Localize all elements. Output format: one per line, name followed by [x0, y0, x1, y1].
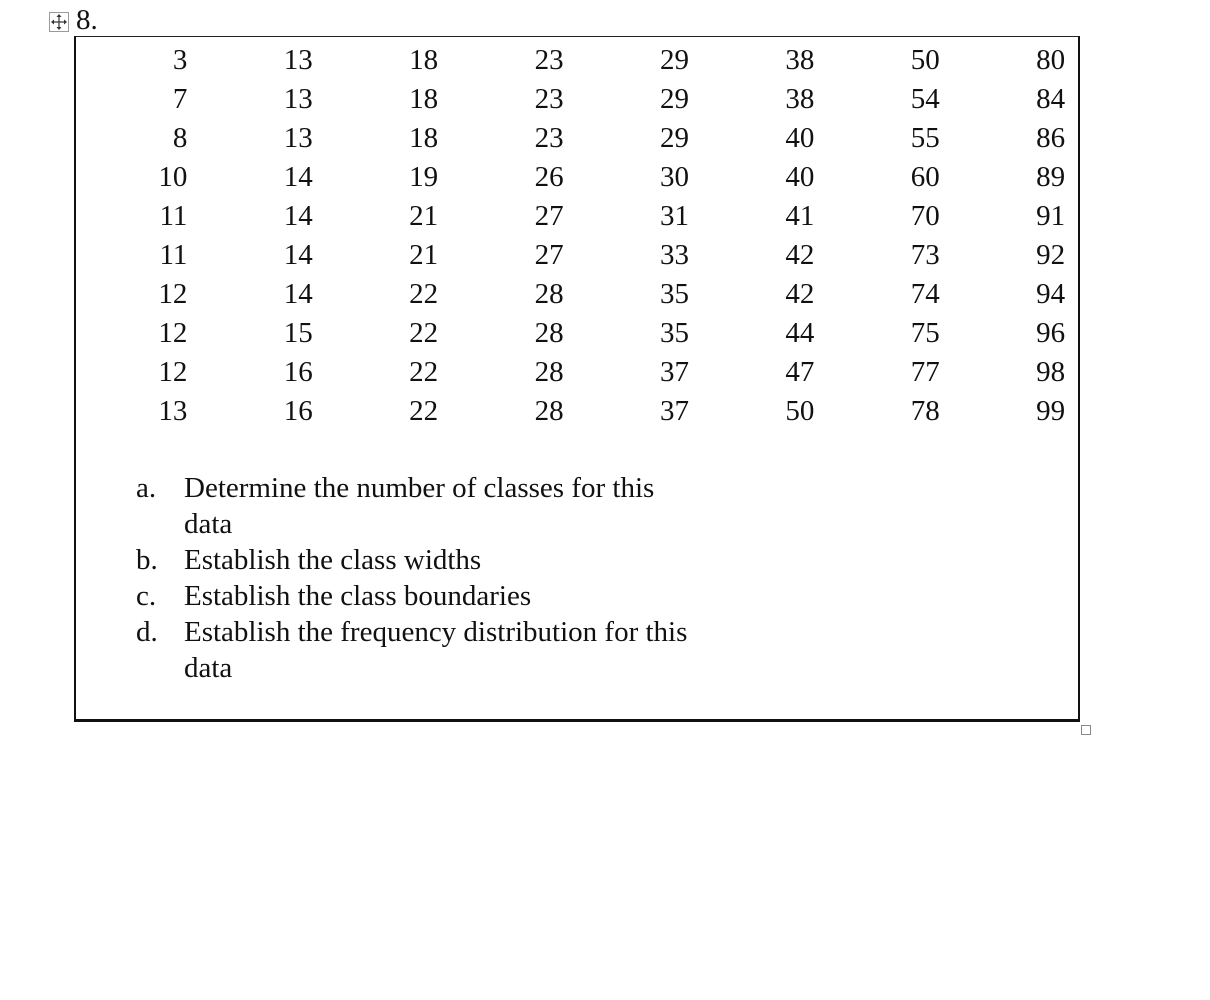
table-cell: 23 — [534, 43, 564, 76]
table-cell: 35 — [659, 277, 689, 310]
table-cell: 21 — [409, 238, 439, 271]
table-cell: 8 — [172, 121, 188, 154]
table-cell: 22 — [409, 394, 439, 427]
table-cell: 50 — [910, 43, 940, 76]
table-cell: 27 — [534, 238, 564, 271]
question-item — [136, 470, 696, 542]
table-cell: 22 — [409, 277, 439, 310]
table-cell: 23 — [534, 82, 564, 115]
table-cell: 55 — [910, 121, 940, 154]
table-cell: 28 — [534, 355, 564, 388]
question-text: Establish the frequency distribution for this data — [184, 616, 688, 684]
question-text: Determine the number of classes for this data — [184, 472, 655, 540]
table-cell: 14 — [283, 277, 313, 310]
table-cell: 15 — [283, 316, 313, 349]
question-marker: a. — [136, 472, 157, 504]
table-cell: 28 — [534, 316, 564, 349]
question-item — [136, 578, 696, 614]
table-cell: 44 — [785, 316, 815, 349]
table-cell: 29 — [659, 82, 689, 115]
question-list — [136, 470, 696, 686]
table-cell: 33 — [659, 238, 689, 271]
table-cell: 54 — [910, 82, 940, 115]
table-cell: 12 — [158, 316, 188, 349]
table-row — [74, 196, 1077, 235]
table-cell: 77 — [910, 355, 940, 388]
move-arrows-icon — [50, 13, 68, 31]
table-row — [74, 157, 1077, 196]
table-cell: 41 — [785, 199, 815, 232]
table-cell: 42 — [785, 238, 815, 271]
table-cell: 38 — [785, 43, 815, 76]
table-cell: 40 — [785, 160, 815, 193]
table-move-handle[interactable] — [49, 12, 69, 32]
question-item — [136, 542, 696, 578]
question-marker: c. — [136, 580, 157, 612]
table-cell: 27 — [534, 199, 564, 232]
table-cell: 86 — [1036, 121, 1066, 154]
table-cell: 74 — [910, 277, 940, 310]
table-cell: 13 — [283, 43, 313, 76]
table-cell: 13 — [283, 82, 313, 115]
table-cell: 60 — [910, 160, 940, 193]
table-cell: 37 — [659, 394, 689, 427]
table-cell: 22 — [409, 355, 439, 388]
table-cell: 47 — [785, 355, 815, 388]
table-row — [74, 352, 1077, 391]
table-cell: 12 — [158, 355, 188, 388]
question-text: Establish the class boundaries — [184, 580, 532, 612]
table-cell: 26 — [534, 160, 564, 193]
table-cell: 18 — [409, 43, 439, 76]
table-row — [74, 40, 1077, 79]
table-row — [74, 79, 1077, 118]
table-cell: 11 — [159, 199, 188, 232]
table-cell: 70 — [910, 199, 940, 232]
table-cell: 94 — [1036, 277, 1066, 310]
table-cell: 80 — [1036, 43, 1066, 76]
table-row — [74, 391, 1077, 430]
table-cell: 14 — [283, 160, 313, 193]
table-cell: 13 — [158, 394, 188, 427]
table-cell: 35 — [659, 316, 689, 349]
question-text: Establish the class widths — [184, 544, 482, 576]
table-row — [74, 235, 1077, 274]
table-cell: 89 — [1036, 160, 1066, 193]
table-cell: 78 — [910, 394, 940, 427]
table-cell: 18 — [409, 121, 439, 154]
table-cell: 14 — [283, 238, 313, 271]
table-cell: 40 — [785, 121, 815, 154]
table-cell: 96 — [1036, 316, 1066, 349]
table-row — [74, 274, 1077, 313]
table-cell: 16 — [283, 355, 313, 388]
table-cell: 91 — [1036, 199, 1066, 232]
question-number: 8. — [76, 4, 98, 36]
table-cell: 14 — [283, 199, 313, 232]
table-row — [74, 118, 1077, 157]
table-cell: 29 — [659, 121, 689, 154]
table-cell: 31 — [659, 199, 689, 232]
table-cell: 29 — [659, 43, 689, 76]
table-resize-handle[interactable] — [1081, 725, 1091, 735]
table-cell: 92 — [1036, 238, 1066, 271]
table-cell: 19 — [409, 160, 439, 193]
table-cell: 38 — [785, 82, 815, 115]
table-cell: 73 — [910, 238, 940, 271]
data-table — [74, 40, 1077, 430]
table-cell: 16 — [283, 394, 313, 427]
table-cell: 23 — [534, 121, 564, 154]
table-cell: 10 — [158, 160, 188, 193]
table-cell: 30 — [659, 160, 689, 193]
table-cell: 3 — [172, 43, 188, 76]
table-cell: 50 — [785, 394, 815, 427]
table-cell: 12 — [158, 277, 188, 310]
question-marker: d. — [136, 616, 158, 648]
table-cell: 18 — [409, 82, 439, 115]
table-cell: 99 — [1036, 394, 1066, 427]
table-cell: 28 — [534, 394, 564, 427]
table-cell: 37 — [659, 355, 689, 388]
table-cell: 13 — [283, 121, 313, 154]
table-cell: 98 — [1036, 355, 1066, 388]
table-cell: 84 — [1036, 82, 1066, 115]
table-cell: 7 — [172, 82, 188, 115]
table-cell: 11 — [159, 238, 188, 271]
table-cell: 21 — [409, 199, 439, 232]
question-marker: b. — [136, 544, 158, 576]
question-item — [136, 614, 696, 686]
table-row — [74, 313, 1077, 352]
table-cell: 75 — [910, 316, 940, 349]
table-cell: 28 — [534, 277, 564, 310]
table-cell: 42 — [785, 277, 815, 310]
table-cell: 22 — [409, 316, 439, 349]
